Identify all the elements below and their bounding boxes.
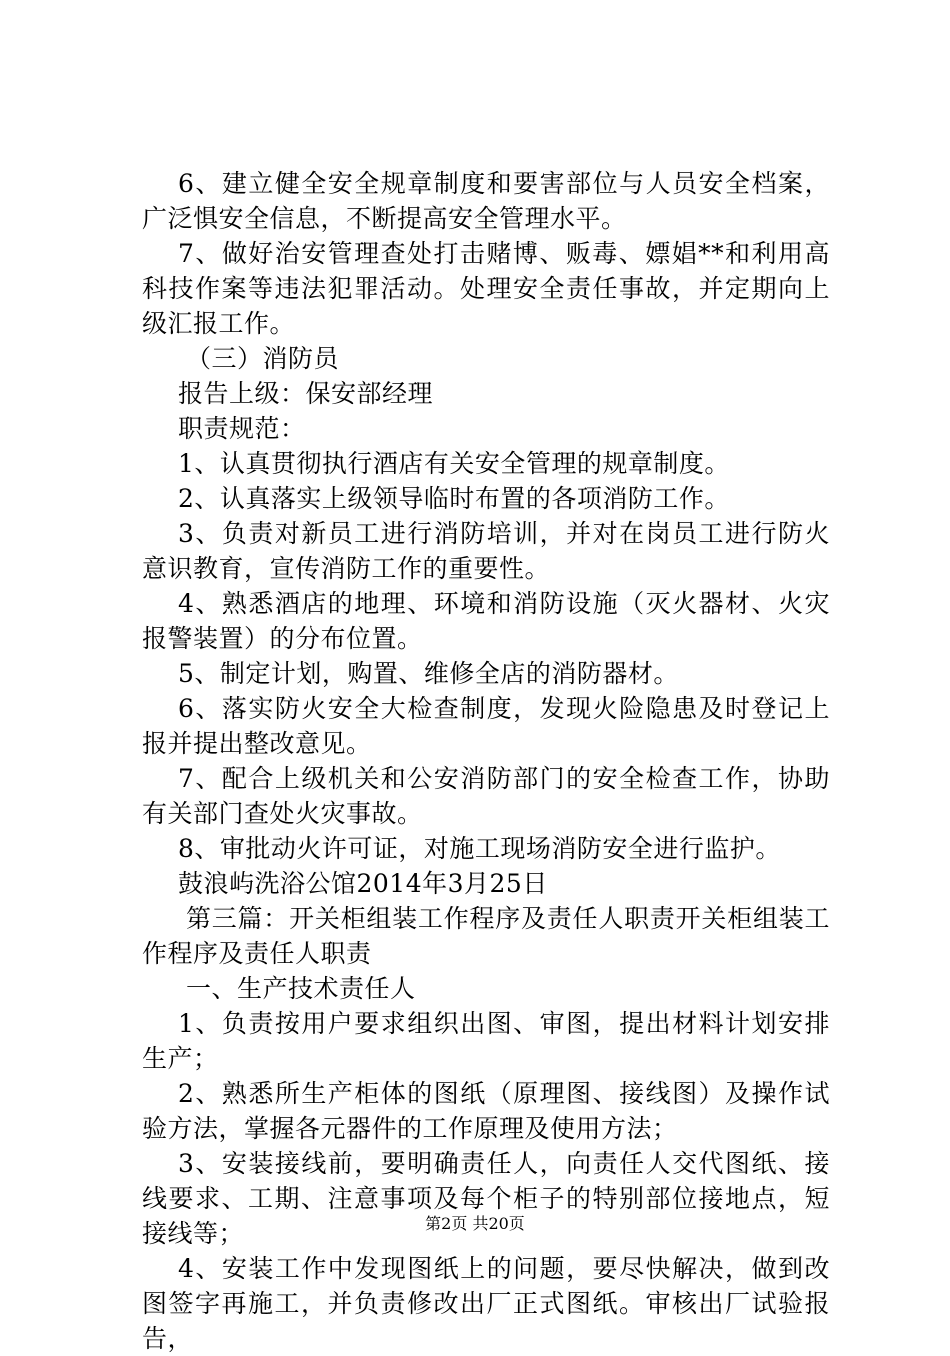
document-body [142, 166, 830, 1356]
paragraph: 6、落实防火安全大检查制度，发现火险隐患及时登记上报并提出整改意见。 [142, 694, 830, 758]
paragraph: 7、配合上级机关和公安消防部门的安全检查工作，协助有关部门查处火灾事故。 [142, 764, 830, 828]
section-heading: 一、生产技术责任人 [186, 974, 416, 1003]
paragraph: 8、审批动火许可证，对施工现场消防安全进行监护。 [178, 834, 781, 863]
paragraph: 6、建立健全安全规章制度和要害部位与人员安全档案，广泛惧安全信息，不断提高安全管理水平。 [142, 169, 830, 233]
chapter-title: 第三篇：开关柜组装工作程序及责任人职责开关柜组装工作程序及责任人职责 [142, 904, 830, 968]
paragraph: 4、熟悉酒店的地理、环境和消防设施（灭火器材、火灾报警装置）的分布位置。 [142, 589, 830, 653]
signature-date: 鼓浪屿洗浴公馆2014年3月25日 [178, 869, 548, 898]
paragraph: 3、负责对新员工进行消防培训，并对在岗员工进行防火意识教育，宣传消防工作的重要性。 [142, 519, 830, 583]
paragraph: 7、做好治安管理查处打击赌博、贩毒、嫖娼**和利用高科技作案等违法犯罪活动。处理安全责任事故，并定期向上级汇报工作。 [142, 239, 830, 338]
paragraph: 2、认真落实上级领导临时布置的各项消防工作。 [178, 484, 730, 513]
paragraph: 职责规范： [178, 414, 306, 443]
paragraph: 2、熟悉所生产柜体的图纸（原理图、接线图）及操作试验方法，掌握各元器件的工作原理及使用方法； [142, 1079, 830, 1143]
paragraph: 报告上级：保安部经理 [178, 379, 434, 408]
section-heading: （三）消防员 [186, 344, 340, 373]
paragraph: 4、安装工作中发现图纸上的问题，要尽快解决，做到改图签字再施工，并负责修改出厂正式图纸。审核出厂试验报告， [142, 1254, 830, 1353]
paragraph: 1、认真贯彻执行酒店有关安全管理的规章制度。 [178, 449, 730, 478]
paragraph: 3、安装接线前，要明确责任人，向责任人交代图纸、接线要求、工期、注意事项及每个柜子的特别部位接地点，短接线等； [142, 1149, 830, 1248]
paragraph: 1、负责按用户要求组织出图、审图，提出材料计划安排生产； [142, 1009, 830, 1073]
page-number-footer: 第2页 共20页 [425, 1214, 525, 1233]
paragraph: 5、制定计划，购置、维修全店的消防器材。 [178, 659, 679, 688]
